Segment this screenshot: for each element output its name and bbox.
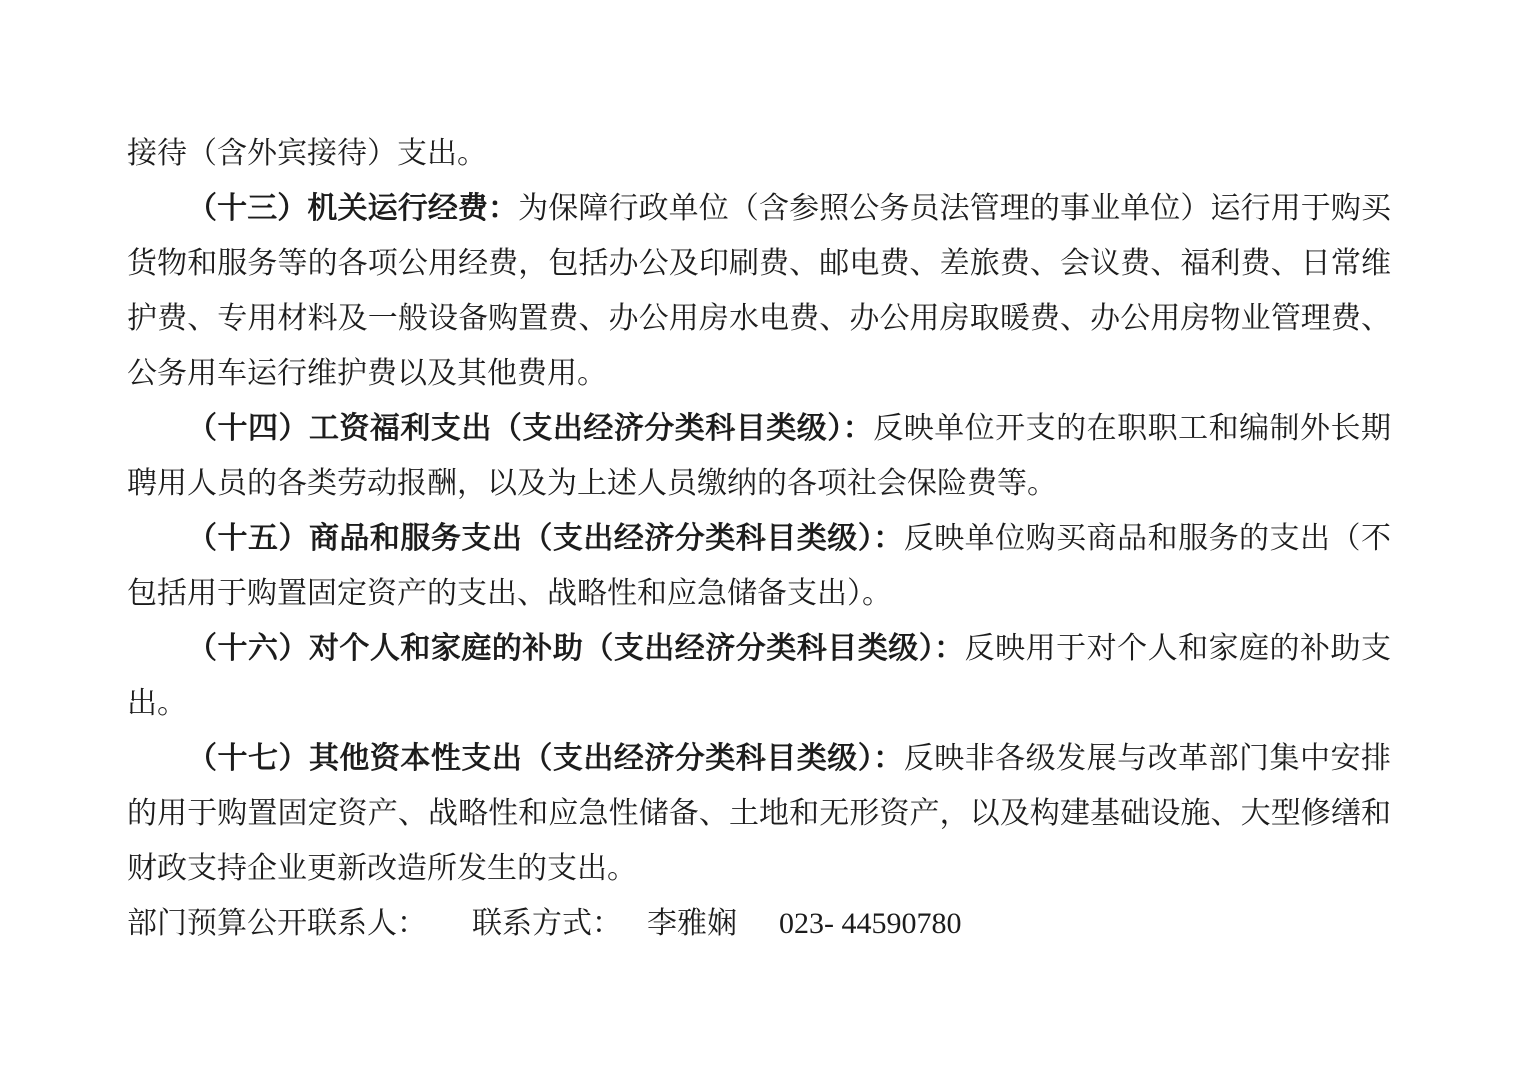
- clause-14-text: 反映单位开支的在职职工和编制外长期聘用人员的各类劳动报酬，以及为上述人员缴纳的各项社会保险费等。: [127, 412, 1392, 500]
- contact-phone-number: 023- 44590780: [779, 907, 962, 940]
- clause-14-paragraph: [127, 401, 1391, 511]
- contact-person-name: 李雅娴: [647, 907, 737, 940]
- clause-15-text: 反映单位购买商品和服务的支出（不包括用于购置固定资产的支出、战略性和应急储备支出）。: [127, 522, 1392, 610]
- clause-17-paragraph: [127, 731, 1391, 896]
- clause-16-text: 反映用于对个人和家庭的补助支出。: [127, 632, 1392, 720]
- clause-15-paragraph: [127, 511, 1391, 621]
- paragraph-continuation: [127, 126, 1391, 181]
- clause-14-heading: （十四）工资福利支出（支出经济分类科目类级）：: [187, 412, 874, 445]
- clause-17-heading: （十七）其他资本性支出（支出经济分类科目类级）：: [187, 742, 904, 775]
- clause-13-text: 为保障行政单位（含参照公务员法管理的事业单位）运行用于购买货物和服务等的各项公用经费，包括办公及印刷费、邮电费、差旅费、会议费、福利费、日常维护费、专用材料及一般设备购置费、办公用房水电费、办公用房取暖费、办公用房物业管理费、公务用车运行维护费以及其他费用。: [127, 192, 1392, 390]
- contact-line: [127, 896, 1391, 951]
- clause-13-paragraph: [127, 181, 1391, 401]
- clause-17-text: 反映非各级发展与改革部门集中安排的用于购置固定资产、战略性和应急性储备、土地和无形资产，以及构建基础设施、大型修缮和财政支持企业更新改造所发生的支出。: [127, 742, 1392, 885]
- clause-15-heading: （十五）商品和服务支出（支出经济分类科目类级）：: [187, 522, 904, 555]
- document-body: [127, 126, 1391, 951]
- paragraph-text: 接待（含外宾接待）支出。: [127, 137, 487, 170]
- contact-label: 部门预算公开联系人：: [127, 907, 427, 940]
- clause-13-heading: （十三）机关运行经费：: [187, 192, 519, 225]
- clause-16-heading: （十六）对个人和家庭的补助（支出经济分类科目类级）：: [187, 632, 965, 665]
- clause-16-paragraph: [127, 621, 1391, 731]
- contact-method-label: 联系方式：: [472, 907, 622, 940]
